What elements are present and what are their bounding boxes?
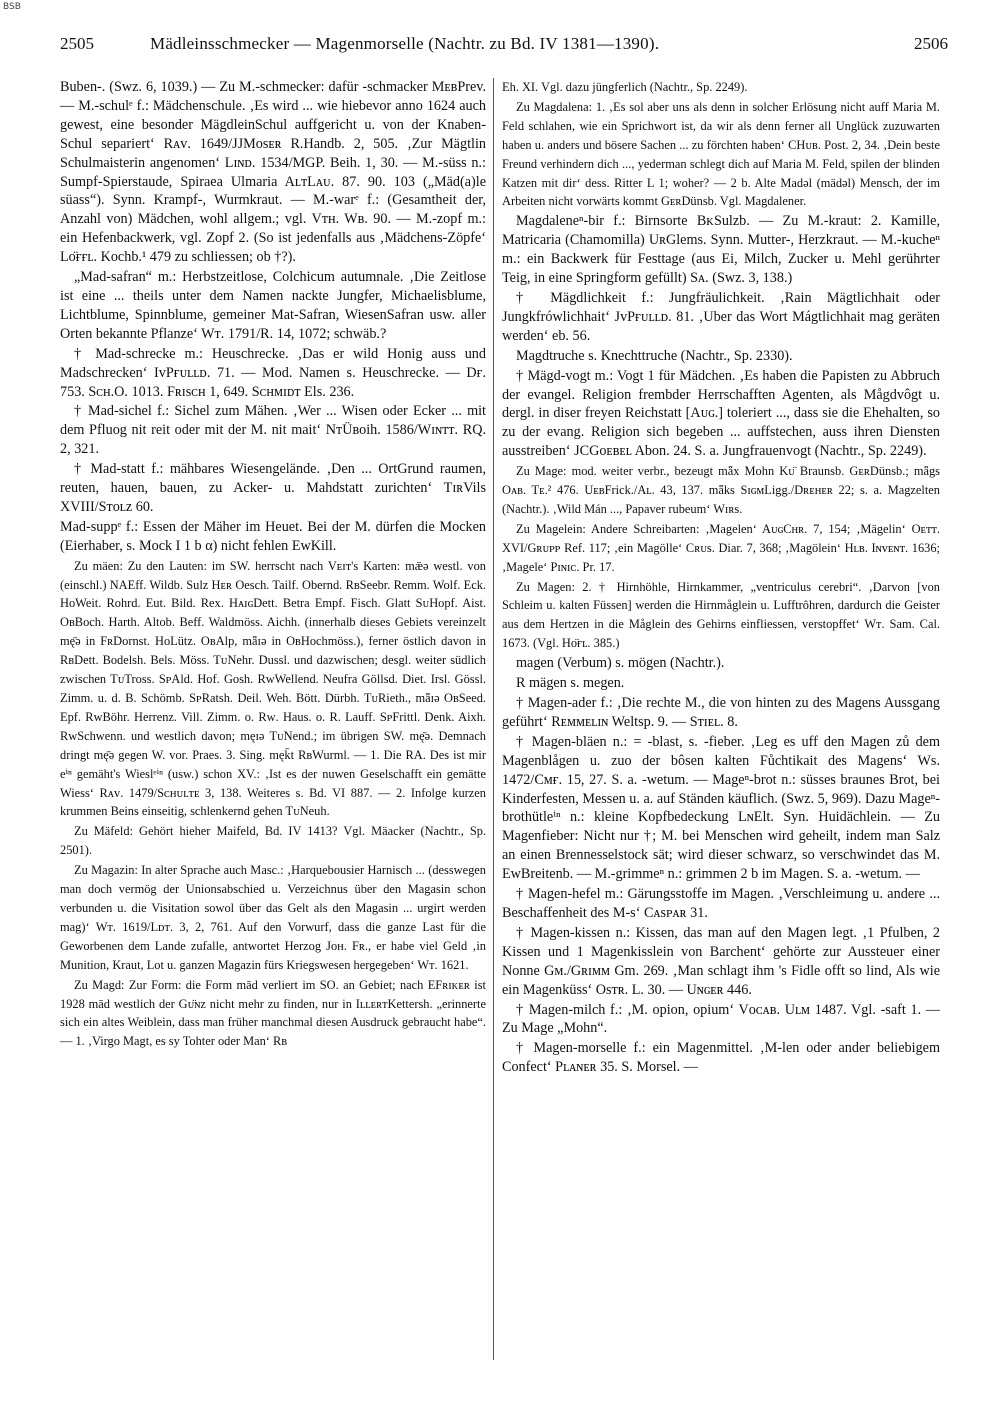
paragraph: Zu Magdalena: 1. ‚Es sol aber uns als denn in solcher Erlösung nicht auff Maria M. Feld schlahen, wie ein Sprichwort ist, da wir als denn ferner all Unglück zuzuwarten haben u. anders und bösere Sachen ... zu förchten haben‘ CHᴜʙ. Post. 2, 34. ‚Dein beste Freund verhindern dich ..., yederman schlegt dich auf Maria M. Feld, spilen der blinden Katzen mit dir‘ dess. Ritter L 1; woher? — 2 b. Alte Madəl (mädəl) Mensch, der im Arbeiten nicht vorwärts kommt GᴇʀDünsb. Vgl. Magdalener. [502, 99, 940, 209]
paragraph: Zu Mäfeld: Gehört hieher Maifeld, Bd. IV 1413? Vgl. Mäacker (Nachtr., Sp. 2501). [60, 824, 486, 858]
page-number-left: 2505 [60, 34, 94, 53]
right-column [502, 78, 940, 1078]
paragraph: magen (Verbum) s. mögen (Nachtr.). [516, 655, 725, 672]
paragraph: † Mägdlichkeit f.: Jungfräulichkeit. ‚Rain Mägtlichhait oder Jungkfrówlichhait‘ JᴠPғᴜʟʟᴅ. 81. ‚Uber das Wort Mágtlichhait mag geräten werden‘ eb. 56. [502, 289, 940, 344]
paragraph: Zu Magd: Zur Form: die Form mād verliert im SO. an Gebiet; nach EFʀɪᴋᴇʀ ist 1928 mād westlich der Gᴜ̈ɴᴢ nicht mehr zu finden, nur in IʟʟᴇʀᴛKettersh. „erinnerte sich ein altes Weiblein, dass man früher manchmal diesen Ausdruck gebraucht habe“. — 1. ‚Virgo Magt, es sy Tohter oder Man‘ Rʙ [60, 977, 486, 1049]
paragraph: Magdtruche s. Knechttruche (Nachtr., Sp. 2330). [516, 347, 793, 364]
paragraph: R mägen s. megen. [516, 675, 625, 692]
column-divider [493, 78, 494, 1360]
paragraph: Zu Mage: mod. weiter verbr., bezeugt mǟx Mohn Kᴜ̈ Braunsb. GᴇʀDünsb.; mǟgs Oᴀʙ. Tᴇ.² 476. UᴇʙFrick./Aʟ. 43, 137. mǟks SɪɢᴍLigg./Dʀᴇʜᴇʀ 22; s. a. Magzelten (Nachtr.). ‚Wild Mán ..., Papaver rubeum‘ Wɪʀs. [502, 464, 940, 516]
page-number-right: 2506 [914, 34, 948, 53]
paragraph: „Mad-safran“ m.: Herbstzeitlose, Colchicum autumnale. ‚Die Zeitlose ist eine ... theils unter dem Namen nackte Jungfer, Michaelisblume, Lichtblume, Spinnblume, gemeiner Mat-Safran, WiesenSafran usw. aller Orten bekannte Pflanze‘ Wᴛ. 1791/R. 14, 1072; schwäb.? [60, 269, 486, 342]
paragraph: Buben-. (Swz. 6, 1039.) — Zu M.-schmecker: dafür -schmacker MᴇʙPrev. — M.-schulᵉ f.: Mädchenschule. ‚Es wird ... wie hiebevor anno 1624 auch gewest, eine besonder MägdleinSchul auffgericht u. von der Knaben-Schul separiert‘ Rᴀᴠ. 1649/JJMᴏsᴇʀ R.Handb. 2, 505. ‚Zur Mägtlin Schulmaisterin angenomen‘ Lɪɴᴅ. 1534/MGP. Beih. 1, 30. — M.-süss n.: Sumpf-Spierstaude, Spiraea Ulmaria AʟᴛLᴀᴜ. 87. 90. 103 („Mäd(a)le süass“). Synn. Krampf-, Wurmkraut. — M.-warᵉ f.: (Gesamtheit der, Anzahl von) Mädchen, wohl allgem.; vgl. Vᴛʜ. Wʙ. 90. — M.-zopf m.: ein Hefenbackwerk, vgl. Zopf 2. (So ist jedenfalls aus ‚Mädchens-Zöpfe‘ Lᴏ̈ғғʟ. Kochb.¹ 479 zu schliessen; ob †?). [60, 79, 486, 266]
paragraph: † Magen-bläen n.: = -blast, s. -fieber. ‚Leg es uff den Magen zů dem Magenblågen u. zuo der bôsen kalten Fůchtikait des Magens‘ Ws. 1472/Cᴍғ. 15, 27. S. a. -wetum. — Mageⁿ-brot n.: süsses braunes Brot, bei Kinderfesten, Messen u. a. auf Ständen käuflich. (Swz. 5, 969). Dazu Mageⁿ-brothütleⁱⁿ n.: kleine Kopfbedeckung LɴElt. Syn. Huidächlein. — Zu Magenfieber: Nicht nur †; M. bei Menschen wird geheilt, indem man Salz an einen Brennesselstock sät; wird dieser schwarz, so verschwindet das M. EwBreitenb. — M.-grimmeⁿ n.: grimmen 2 b im Magen. S. a. -wetum. — [502, 733, 940, 883]
paragraph: † Mad-statt f.: mähbares Wiesengelände. ‚Den ... OrtGrund raumen, reuten, hauen, bauen, zu Acker- u. Mahdstatt zurichten‘ TɪʀVils XVIII/Sᴛᴏʟᴢ 60. [60, 461, 486, 515]
running-title: Mädleinsschmecker — Magenmorselle (Nachtr. zu Bd. IV 1381—1390). [150, 34, 660, 53]
paragraph: Zu Magazin: In alter Sprache auch Masc.: ‚Harquebousier Harnisch ... (desswegen man doch vermög der Unionsabschied u. Verzeichnus über den Magasin schon verbunden u. die Visitation sowol über das Gelt als den Magasin ... urgirt werden mag)‘ Wᴛ. 1619/Lᴅᴛ. 3, 2, 761. Auf den Vorwurf, dass die ganze Last für die Geworbenen dem Lande zufalle, antwortet Herzog Jᴏʜ. Fʀ., er habe viel Geld ‚in Munition, Kraut, Lot u. ganzen Magazin fürs Kriegswesen hergegeben‘ Wᴛ. 1621. [60, 863, 486, 972]
paragraph: † Mägd-vogt m.: Vogt 1 für Mädchen. ‚Es haben die Papisten zu Abbruch der evangel. Religion frembder Herrschafften Agenten, als Mågdvôgt u. dergl. in diser freyen Reichstatt [Aᴜɢ.] toleriert ..., dass sie die Ehehalten, so zu der evang. Religion sich begeben ... auffstechen, auss ihren Diensten ausstreiben‘ JCGᴏᴇʙᴇʟ Abon. 24. S. a. Jungfrauenvogt (Nachtr., Sp. 2249). [502, 367, 940, 460]
paragraph: † Magen-milch f.: ‚M. opion, opium‘ Vᴏᴄᴀʙ. Uʟᴍ 1487. Vgl. -saft 1. — Zu Mage „Mohn“. [502, 1001, 940, 1037]
paragraph: Zu Magelein: Andere Schreibarten: ‚Magelen‘ AᴜɢCʜʀ. 7, 154; ‚Mägelin‘ Oᴇᴛᴛ. XVI/Gʀᴜᴘᴘ Ref. 117; ‚ein Magölle‘ Cʀᴜs. Diar. 7, 368; ‚Magölein‘ Hʟʙ. Iɴᴠᴇɴᴛ. 1636; ‚Magele‘ Pɪɴɪᴄ. Pr. 17. [502, 521, 940, 574]
paragraph: † Magen-hefel m.: Gärungsstoffe im Magen. ‚Verschleimung u. andere ... Beschaffenheit des M-s‘ Cᴀsᴘᴀʀ 31. [502, 886, 940, 921]
paragraph: † Magen-kissen n.: Kissen, das man auf den Magen legt. ‚1 Pfulben, 2 Kissen und 1 Magenkisslein von Barchent‘ gehörte zur Aussteuer einer Nonne Gᴍ./Gʀɪᴍᴍ Gm. 269. ‚Man schlagt ihm 's Fidle offt so lind, Als wie ein Magenküss‘ Osᴛʀ. L. 30. — Uɴɢᴇʀ 446. [502, 924, 940, 998]
paragraph: Magdaleneⁿ-bir f.: Birnsorte BᴋSulzb. — Zu M.-kraut: 2. Kamille, Matricaria (Chamomilla) UʀGlems. Synn. Mutter-, Herzkraut. — M.-kucheⁿ m.: ein Backwerk für Festtage (aus Ei, Milch, Zucker u. Mehl gerührter Teig, in eine Springform gefüllt) Sᴀ. (Swz. 3, 138.) [502, 213, 940, 287]
library-watermark: BSB [3, 2, 21, 12]
paragraph: † Mad-sichel f.: Sichel zum Mähen. ‚Wer ... Wisen oder Ecker ... mit dem Pfluog nit reit oder mit der M. nit mait‘ NᴛÜʙoih. 1586/Wɪɴᴛᴛ. RQ. 2, 321. [60, 403, 486, 458]
paragraph: † Mad-schrecke m.: Heuschrecke. ‚Das er wild Honig auss und Madschrecken‘ IᴠPғᴜʟʟᴅ. 71. — Mod. Namen s. Heuschrecke. — Dғ. 753. Sᴄʜ.O. 1013. Fʀɪsᴄʜ 1, 649. Sᴄʜᴍɪᴅᴛ Els. 236. [60, 345, 486, 400]
paragraph: † Magen-morselle f.: ein Magenmittel. ‚M-len oder ander beliebigem Confect‘ Pʟᴀɴᴇʀ 35. S. Morsel. — [502, 1040, 940, 1076]
paragraph: Eh. XI. Vgl. dazu jüngferlich (Nachtr., Sp. 2249). [502, 80, 748, 94]
left-column [60, 78, 486, 1052]
paragraph: Mad-suppᵉ f.: Essen der Mäher im Heuet. Bei der M. dürfen die Mocken (Eierhaber, s. Mock I 1 b α) nicht fehlen EwKill. [60, 518, 486, 554]
paragraph: Zu mäen: Zu den Lauten: im SW. herrscht nach Vᴇɪᴛ's Karten: mǣə westl. von (einschl.) NAEff. Wildb. Sulz Hᴇʀ Oesch. Tailf. Obernd. RʙSeebr. Remm. Wolf. Eck. HoWeit. Rohrd. Eut. Bild. Rex. HᴀɪɢDett. Betra Empf. Fisch. Glatt SᴜHopf. Aist. OʙBoch. Harth. Altob. Beff. Waldmöss. Aichh. (innerhalb dieses Gebiets vereinzelt mę̄ə in FʀDornst. HoLütz. OʙAlp, mǟɪə in OʙHochmöss.), ferner östlich davon in RʙDett. Bodelsh. Bels. Möss. TᴜNehr. Dussl. und dazwischen; desgl. weiter südlich zwischen TᴜTross. SᴘAld. Hof. Gosh. RᴡWellend. Neufra Göllsd. Diet. Irsl. Gössl. Zimm. u. d. B. Schömb. SᴘRatsh. Deil. Weh. Bött. Dürbh. TᴜRieth., mǟɪə OʙSeed. Epf. RᴡBöhr. Herrenz. Vill. Zimm. o. Rᴡ. Haus. o. R. Lauff. SᴘFrittl. Denk. Aixh. RᴡSchwenn. und westlich davon; męɪə TᴜNend.; im übrigen SW. mę̄ə. Demnach dringt mę̄ə gegen W. vor. Praes. 3. Sing. męk̄t RʙWurml. — 1. Die RA. Des ist mir eⁱⁿ gemäht's Wieslᵉⁱⁿ (usw.) schon XV.: ‚Ist es der nuwen Geselschafft ein gemätte Wiess‘ Rᴀᴠ. 1479/Sᴄʜᴜʟᴛᴇ 3, 138. Weiteres s. Bd. VI 887. — 2. Infolge kurzen krummen Beins einseitig, schlenkernd gehen TᴜNeuh. [60, 558, 486, 819]
paragraph: Zu Magen: 2. † Hirnhöhle, Hirnkammer, „ventriculus cerebri“. ‚Darvon [von Schleim u. kalten Füssen] werden die Hirnmåglein u. Lufftrôhren, dardurch die Geister aus dem Hertzen in die Måglein des Gehirns einfliessen, verstopffet‘ Wᴛ. Sam. Cal. 1673. (Vgl. Hᴏ̈ғʟ. 385.) [502, 579, 940, 651]
paragraph: † Magen-ader f.: ‚Die rechte M., die von hinten zu des Magens Aussgang geführt‘ Rᴇᴍᴍᴇʟɪɴ Weltsp. 9. — Sᴛɪᴇʟ. 8. [502, 695, 940, 730]
